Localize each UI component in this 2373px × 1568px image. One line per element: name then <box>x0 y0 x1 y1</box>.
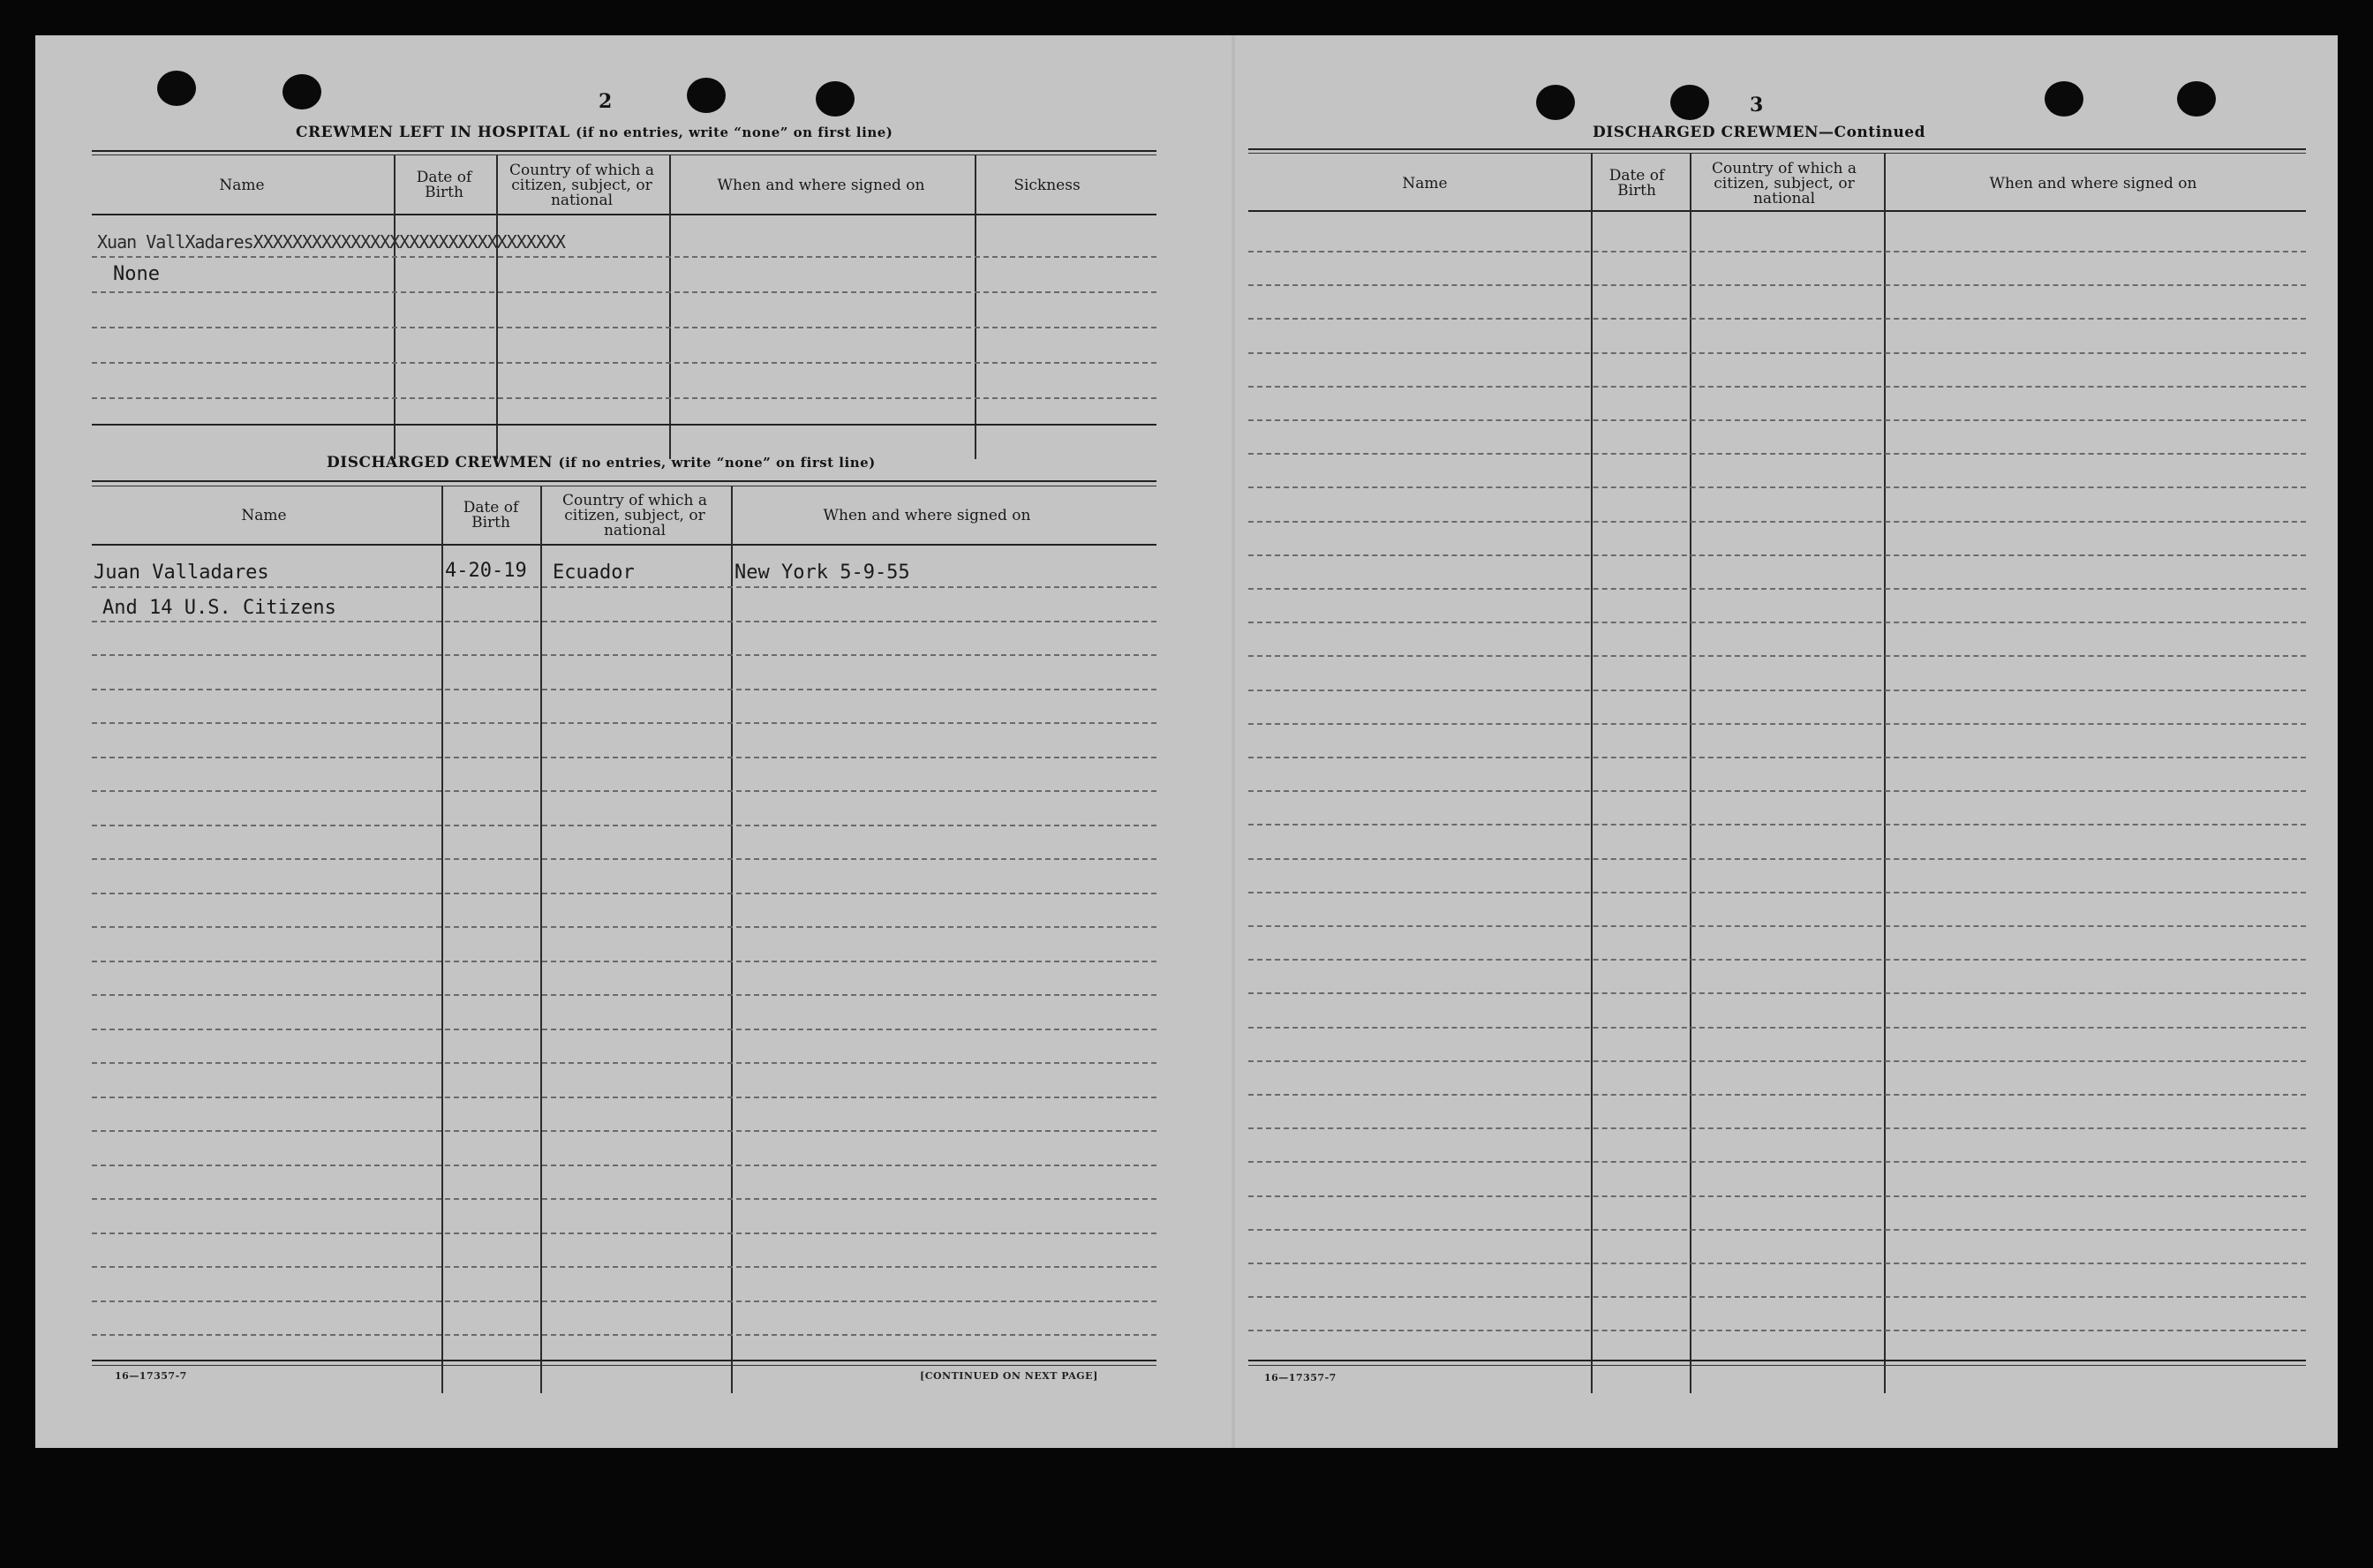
row-line <box>1248 1263 2306 1264</box>
row-line <box>1248 824 2306 825</box>
row-line <box>1248 1161 2306 1163</box>
row-line <box>1248 757 2306 758</box>
row-line <box>1248 1027 2306 1029</box>
hospital-row-line <box>92 256 1156 258</box>
right-col-name: Name <box>1402 174 1448 192</box>
discharged-title-text: DISCHARGED CREWMEN <box>327 454 554 471</box>
row-line <box>92 1334 1156 1336</box>
page-number-right: 3 <box>1750 94 1764 117</box>
hospital-col-signed: When and where signed on <box>717 176 925 194</box>
hospital-col-name: Name <box>219 176 265 194</box>
page-number-left: 2 <box>599 90 613 113</box>
row-line <box>1248 1127 2306 1129</box>
discharged-col-signed: When and where signed on <box>823 506 1031 524</box>
left-bottom-rule-2 <box>92 1365 1156 1366</box>
page-fold <box>1231 35 1236 1448</box>
row-line <box>92 654 1156 656</box>
discharged-row-dob: 4-20-19 <box>445 560 527 582</box>
punch-hole <box>1670 85 1709 120</box>
row-line <box>1248 453 2306 455</box>
hospital-section-title <box>296 124 893 141</box>
row-line <box>92 858 1156 860</box>
row-line <box>1248 1195 2306 1197</box>
row-line <box>1248 1296 2306 1298</box>
discharged-row-name: And 14 U.S. Citizens <box>102 597 336 619</box>
hospital-row-line <box>92 291 1156 293</box>
right-col-country: Country of which a citizen, subject, or national <box>1712 159 1857 207</box>
row-line <box>92 994 1156 996</box>
row-line <box>1248 959 2306 961</box>
hospital-col-sickness: Sickness <box>1013 176 1081 194</box>
hospital-vline <box>394 155 396 459</box>
row-line <box>92 926 1156 928</box>
right-top-rule <box>1248 148 2306 150</box>
row-line <box>92 1097 1156 1098</box>
hospital-title-text: CREWMEN LEFT IN HOSPITAL <box>296 124 570 141</box>
punch-hole <box>687 78 726 113</box>
discharged-col-country: Country of which a citizen, subject, or national <box>562 491 707 539</box>
row-line <box>1248 554 2306 556</box>
left-bottom-rule <box>92 1360 1156 1361</box>
row-line <box>92 790 1156 792</box>
hospital-vline <box>496 155 498 459</box>
row-line <box>92 621 1156 622</box>
document-sheet <box>35 35 2338 1448</box>
discharged-col-dob: Date of Birth <box>463 499 519 531</box>
row-line <box>1248 1229 2306 1231</box>
right-bottom-rule <box>1248 1360 2306 1361</box>
hospital-entry-none: None <box>113 263 160 285</box>
row-line <box>1248 858 2306 860</box>
row-line <box>92 722 1156 724</box>
right-title-text: DISCHARGED CREWMEN <box>1593 124 1819 141</box>
right-col-dob: Date of Birth <box>1608 167 1665 200</box>
discharged-section-title <box>327 454 876 471</box>
row-line <box>1248 419 2306 421</box>
right-title-suffix: —Continued <box>1819 124 1926 141</box>
row-line <box>92 757 1156 758</box>
punch-hole <box>2177 81 2216 117</box>
hospital-vline <box>975 155 976 459</box>
row-line <box>1248 352 2306 354</box>
discharged-row-name: Juan Valladares <box>94 562 269 584</box>
right-vline <box>1591 154 1593 1393</box>
discharged-row-signed: New York 5-9-55 <box>734 562 910 584</box>
row-line <box>1248 790 2306 792</box>
row-line <box>92 961 1156 962</box>
hospital-title-instruction: (if no entries, write “none” on first line) <box>576 124 893 140</box>
row-line <box>92 586 1156 588</box>
discharged-header-rule <box>92 544 1156 546</box>
continued-note: [CONTINUED ON NEXT PAGE] <box>920 1370 1098 1382</box>
discharged-row-country: Ecuador <box>553 562 635 584</box>
row-line <box>92 1198 1156 1200</box>
row-line <box>1248 1094 2306 1096</box>
right-top-rule-2 <box>1248 153 2306 154</box>
right-vline <box>1884 154 1886 1393</box>
row-line <box>92 689 1156 690</box>
row-line <box>1248 386 2306 388</box>
hospital-header-rule <box>92 214 1156 215</box>
punch-hole <box>816 81 855 117</box>
row-line <box>1248 588 2306 590</box>
row-line <box>1248 486 2306 488</box>
row-line <box>1248 925 2306 927</box>
row-line <box>1248 690 2306 691</box>
row-line <box>1248 521 2306 523</box>
hospital-row-line <box>92 327 1156 328</box>
row-line <box>1248 1330 2306 1331</box>
right-form-number: 16—17357-7 <box>1264 1372 1337 1383</box>
row-line <box>92 1062 1156 1064</box>
row-line <box>92 1165 1156 1166</box>
row-line <box>92 825 1156 826</box>
hospital-bottom-rule <box>92 424 1156 426</box>
punch-hole <box>157 71 196 106</box>
row-line <box>1248 892 2306 893</box>
row-line <box>1248 622 2306 623</box>
discharged-title-instruction: (if no entries, write “none” on first line) <box>558 455 876 471</box>
row-line <box>1248 284 2306 286</box>
discharged-col-name: Name <box>241 506 287 524</box>
left-form-number: 16—17357-7 <box>115 1370 187 1382</box>
row-line <box>1248 723 2306 725</box>
punch-hole <box>1536 85 1575 120</box>
row-line <box>1248 1060 2306 1062</box>
row-line <box>1248 992 2306 994</box>
right-bottom-rule-2 <box>1248 1365 2306 1366</box>
discharged-top-rule <box>92 480 1156 482</box>
hospital-col-country: Country of which a citizen, subject, or national <box>509 161 654 209</box>
row-line <box>1248 318 2306 320</box>
row-line <box>92 1233 1156 1234</box>
row-line <box>92 1266 1156 1268</box>
right-section-title <box>1593 124 1925 141</box>
hospital-crossed-out-entry: Xuan VallXadaresXXXXXXXXXXXXXXXXXXXXXXXXXXXXXXXX <box>97 231 565 253</box>
row-line <box>1248 251 2306 253</box>
hospital-col-dob: Date of Birth <box>416 169 472 201</box>
right-vline <box>1690 154 1691 1393</box>
row-line <box>92 1300 1156 1302</box>
hospital-top-rule <box>92 150 1156 152</box>
punch-hole <box>282 74 321 109</box>
row-line <box>92 1130 1156 1132</box>
hospital-row-line <box>92 397 1156 399</box>
hospital-vline <box>669 155 671 459</box>
right-col-signed: When and where signed on <box>1989 174 2197 192</box>
row-line <box>1248 655 2306 657</box>
row-line <box>92 893 1156 894</box>
punch-hole <box>2045 81 2083 117</box>
right-header-rule <box>1248 210 2306 212</box>
hospital-row-line <box>92 362 1156 364</box>
row-line <box>92 1029 1156 1030</box>
